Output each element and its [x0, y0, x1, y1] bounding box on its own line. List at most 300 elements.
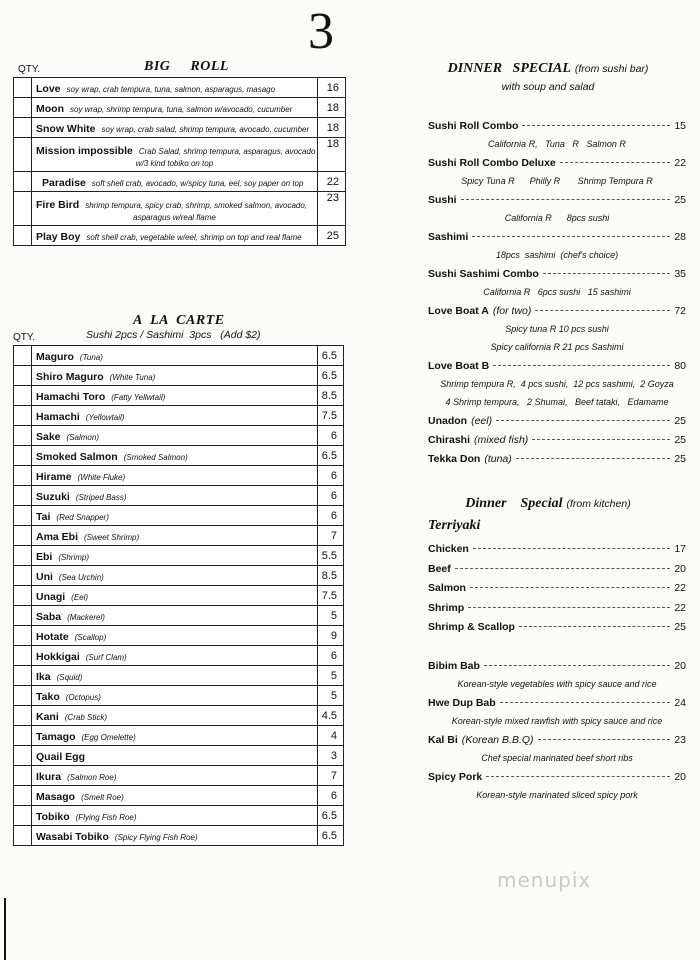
- table-row: [14, 226, 346, 246]
- page-edge-line: [4, 898, 6, 960]
- item-price: 9: [317, 626, 343, 646]
- table-row: [14, 686, 344, 706]
- item-price: 6.5: [317, 806, 343, 826]
- item-desc: soft shell crab, vegetable w/eel, shrimp on top and real flame: [86, 232, 302, 242]
- item-price: 25: [674, 434, 686, 446]
- qty-cell[interactable]: [14, 726, 32, 746]
- dinner-special-title: DINNER SPECIAL: [447, 61, 571, 76]
- item-name: Beef: [428, 562, 451, 575]
- item-cell: [32, 366, 318, 386]
- item-price: 6: [317, 786, 343, 806]
- item-cell: [32, 386, 318, 406]
- qty-cell[interactable]: [14, 686, 32, 706]
- item-price: 16: [318, 78, 346, 98]
- item-name: Tobiko: [36, 810, 70, 823]
- dotted-leader: [461, 199, 671, 200]
- item-price: 7: [317, 526, 343, 546]
- qty-cell[interactable]: [14, 626, 32, 646]
- item-desc: (Mackerel): [67, 612, 105, 622]
- item-price: 6: [317, 426, 343, 446]
- item-desc: (Crab Stick): [64, 712, 107, 722]
- item-name: Shrimp: [428, 601, 465, 614]
- item-name: Tamago: [36, 730, 76, 743]
- item-name: Hamachi: [36, 410, 80, 423]
- item-desc: soy wrap, shrimp tempura, tuna, salmon w/avocado, cucumber: [70, 104, 293, 114]
- item-cell: [32, 406, 318, 426]
- item-name: Tekka Don (tuna): [428, 453, 512, 465]
- menu-line: [428, 543, 686, 555]
- qty-cell[interactable]: [14, 566, 32, 586]
- item-desc: (Surf Clam): [85, 652, 127, 662]
- item-desc: soy wrap, crab salad, shrimp tempura, avocado, cucumber: [101, 124, 310, 134]
- dinner-kitchen-note: (from kitchen): [566, 498, 631, 510]
- item-name: Sake: [36, 430, 61, 443]
- item-name: Ikura: [36, 770, 62, 783]
- item-desc-2: asparagus w/real flame: [133, 213, 216, 222]
- item-name: Paradise: [42, 176, 86, 189]
- qty-cell[interactable]: [14, 446, 32, 466]
- item-price: 25: [674, 621, 686, 634]
- item-name: Ebi: [36, 550, 53, 563]
- dinner-kitchen-title: Dinner Special: [465, 496, 563, 511]
- item-cell: [32, 586, 318, 606]
- qty-cell[interactable]: [14, 746, 32, 766]
- item-name: Ama Ebi: [36, 530, 79, 543]
- table-row: [14, 366, 344, 386]
- item-cell: [32, 706, 318, 726]
- item-desc: (Red Snapper): [56, 512, 109, 522]
- table-row: [14, 526, 344, 546]
- big-roll-qty-label: QTY.: [18, 64, 41, 75]
- menu-line: [428, 621, 686, 633]
- item-price: 7.5: [317, 406, 343, 426]
- qty-cell[interactable]: [14, 406, 32, 426]
- menu-line: [428, 771, 686, 783]
- qty-cell[interactable]: [14, 766, 32, 786]
- item-sub-desc: California R 6pcs sushi 15 sashimi: [483, 287, 631, 297]
- qty-cell[interactable]: [14, 346, 32, 366]
- item-name: Uni: [36, 570, 53, 583]
- menu-line: [428, 157, 686, 169]
- table-row: [14, 666, 344, 686]
- item-price: 5.5: [317, 546, 343, 566]
- item-price: 22: [674, 601, 686, 614]
- menu-line: [428, 231, 686, 243]
- item-name: Kal Bi (Korean B.B.Q): [428, 734, 534, 746]
- item-price: 17: [674, 543, 686, 555]
- qty-cell[interactable]: [14, 466, 32, 486]
- page-number: 3: [308, 3, 334, 60]
- item-price: 6.5: [317, 826, 343, 846]
- item-price: 18: [318, 138, 346, 172]
- item-name: Sushi Roll Combo: [428, 120, 519, 132]
- item-cell: [32, 626, 318, 646]
- qty-cell[interactable]: [14, 138, 32, 172]
- table-row: [14, 746, 344, 766]
- item-sub-desc: Spicy Tuna R Philly R Shrimp Tempura R: [461, 176, 653, 186]
- dotted-leader: [472, 236, 670, 237]
- menu-line: [428, 194, 686, 206]
- table-row: [14, 586, 344, 606]
- item-price: 7.5: [317, 586, 343, 606]
- item-cell: [32, 506, 318, 526]
- item-price: 6.5: [317, 346, 343, 366]
- menu-line: [428, 563, 686, 575]
- item-name: Hokkigai: [36, 650, 80, 663]
- table-row: [14, 466, 344, 486]
- item-price: 24: [674, 697, 686, 709]
- item-desc: shrimp tempura, spicy crab, shrimp, smoked salmon, avocado,: [85, 201, 308, 210]
- table-row: [14, 118, 346, 138]
- qty-cell[interactable]: [14, 386, 32, 406]
- item-price: 8.5: [317, 386, 343, 406]
- table-row: [14, 172, 346, 192]
- qty-cell[interactable]: [14, 192, 32, 226]
- dotted-leader: [532, 439, 670, 440]
- item-name: Smoked Salmon: [36, 450, 118, 463]
- item-name: Sashimi: [428, 231, 469, 243]
- item-name: Hwe Dup Bab: [428, 697, 496, 709]
- item-desc-2: w/3 kind tobiko on top: [135, 159, 214, 168]
- item-desc: (Scallop): [74, 632, 107, 642]
- item-name: Wasabi Tobiko: [36, 830, 109, 843]
- menu-line: [428, 415, 686, 427]
- qty-cell[interactable]: [14, 806, 32, 826]
- item-desc: (Egg Omelette): [81, 732, 136, 742]
- big-roll-table: [13, 77, 346, 246]
- table-row: [14, 566, 344, 586]
- item-desc: (White Tuna): [109, 372, 156, 382]
- dotted-leader: [455, 568, 671, 569]
- item-cell: [32, 826, 318, 846]
- item-name: Hotate: [36, 630, 69, 643]
- item-cell: [32, 606, 318, 626]
- item-price: 18: [318, 98, 346, 118]
- item-name: Unadon (eel): [428, 415, 493, 427]
- table-row: [14, 806, 344, 826]
- qty-cell[interactable]: [14, 706, 32, 726]
- item-price: 22: [674, 582, 686, 595]
- dotted-leader: [484, 665, 670, 666]
- menu-line: [428, 660, 686, 672]
- item-name: Ika: [36, 670, 51, 683]
- item-desc: (Striped Bass): [75, 492, 127, 502]
- table-row: [14, 446, 344, 466]
- qty-cell[interactable]: [14, 366, 32, 386]
- table-row: [14, 346, 344, 366]
- table-row: [14, 426, 344, 446]
- item-name: Hirame: [36, 470, 72, 483]
- item-price: 6: [317, 486, 343, 506]
- item-cell: [32, 726, 318, 746]
- item-cell: [32, 466, 318, 486]
- table-row: [14, 626, 344, 646]
- item-price: 4.5: [317, 706, 343, 726]
- item-cell: [32, 546, 318, 566]
- item-cell: [32, 766, 318, 786]
- item-name: Mission impossible: [36, 145, 133, 157]
- table-row: [14, 406, 344, 426]
- qty-cell[interactable]: [14, 786, 32, 806]
- item-name: Moon: [36, 102, 64, 115]
- qty-cell[interactable]: [14, 118, 32, 138]
- item-name: Shiro Maguro: [36, 370, 104, 383]
- item-price: 20: [674, 660, 686, 672]
- watermark-logo: menupix: [497, 868, 592, 892]
- dotted-leader: [543, 273, 670, 274]
- item-desc: (Smelt Roe): [81, 792, 124, 802]
- menu-line: [428, 305, 686, 317]
- table-row: [14, 726, 344, 746]
- item-sub-desc: Korean-style mixed rawfish with spicy sauce and rice: [451, 716, 663, 726]
- dotted-leader: [538, 739, 671, 740]
- item-desc: (Tuna): [79, 352, 103, 362]
- item-desc: (Eel): [71, 592, 89, 602]
- item-price: 8.5: [317, 566, 343, 586]
- item-name: Love Boat B: [428, 360, 490, 372]
- item-price: 25: [674, 194, 686, 206]
- table-row: [14, 98, 346, 118]
- menu-line: [428, 268, 686, 280]
- item-note: (Korean B.B.Q): [461, 734, 534, 746]
- item-price: 25: [674, 453, 686, 465]
- item-name: Hamachi Toro: [36, 390, 106, 403]
- qty-cell[interactable]: [14, 546, 32, 566]
- item-price: 72: [674, 305, 686, 317]
- item-name: Bibim Bab: [428, 660, 480, 672]
- item-note: (mixed fish): [474, 434, 529, 446]
- item-desc: (Salmon Roe): [67, 772, 117, 782]
- item-sub-desc: California R 8pcs sushi: [504, 213, 610, 223]
- dotted-leader: [516, 458, 671, 459]
- item-price: 6.5: [317, 366, 343, 386]
- qty-cell[interactable]: [14, 526, 32, 546]
- dotted-leader: [522, 125, 670, 126]
- a-la-carte-subtitle: Sushi 2pcs / Sashimi 3pcs (Add $2): [86, 329, 261, 341]
- item-price: 28: [674, 231, 686, 243]
- dinner-special-kitchen-header: [400, 494, 696, 512]
- a-la-carte-table: [13, 345, 344, 846]
- menu-line: [428, 582, 686, 594]
- item-cell: [32, 486, 318, 506]
- qty-cell[interactable]: [14, 646, 32, 666]
- item-sub-desc: Spicy california R 21 pcs Sashimi: [490, 342, 624, 352]
- qty-cell[interactable]: [14, 426, 32, 446]
- item-desc: (Yellowtail): [85, 412, 125, 422]
- item-note: (tuna): [484, 453, 512, 465]
- terriyaki-title: Terriyaki: [428, 518, 481, 533]
- item-price: 15: [674, 120, 686, 132]
- qty-cell[interactable]: [14, 586, 32, 606]
- item-sub-desc: 4 Shrimp tempura, 2 Shumai, Beef tataki, Edamame: [445, 397, 669, 407]
- item-price: 5: [317, 686, 343, 706]
- item-sub-desc: Korean-style vegetables with spicy sauce and rice: [457, 679, 657, 689]
- dinner-special-sushi-header: [400, 59, 696, 77]
- item-name: Chicken: [428, 543, 469, 555]
- item-desc: (White Fluke): [77, 472, 126, 482]
- item-name: Sushi Sashimi Combo: [428, 268, 539, 280]
- dinner-special-subtitle: with soup and salad: [501, 81, 595, 93]
- qty-cell[interactable]: [14, 606, 32, 626]
- item-desc: (Spicy Flying Fish Roe): [114, 832, 198, 842]
- item-name: Tai: [36, 510, 51, 523]
- item-name: Kani: [36, 710, 59, 723]
- qty-cell[interactable]: [14, 172, 32, 192]
- item-desc: (Flying Fish Roe): [75, 812, 137, 822]
- qty-cell[interactable]: [14, 506, 32, 526]
- a-la-carte-qty-label: QTY.: [13, 332, 36, 343]
- big-roll-rows: [14, 78, 346, 246]
- qty-cell[interactable]: [14, 78, 32, 98]
- item-desc: soft shell crab, avocado, w/spicy tuna, eel, soy paper on top: [91, 178, 304, 188]
- item-cell: [32, 666, 318, 686]
- item-cell: [32, 346, 318, 366]
- item-sub-desc: Korean-style marinated sliced spicy pork: [476, 790, 638, 800]
- qty-cell[interactable]: [14, 666, 32, 686]
- item-desc: Crab Salad, shrimp tempura, asparagus, avocado: [138, 147, 316, 156]
- dinner-special-note: (from sushi bar): [574, 63, 649, 75]
- dotted-leader: [500, 702, 671, 703]
- qty-cell[interactable]: [14, 486, 32, 506]
- menu-line: [428, 120, 686, 132]
- item-cell: [32, 786, 318, 806]
- table-row: [14, 546, 344, 566]
- item-sub-desc: Shrimp tempura R, 4 pcs sushi, 12 pcs sashimi, 2 Goyza: [440, 379, 674, 389]
- item-price: 18: [318, 118, 346, 138]
- item-name: Masago: [36, 790, 76, 803]
- table-row: [14, 192, 346, 226]
- table-row: [14, 606, 344, 626]
- item-price: 25: [674, 415, 686, 427]
- item-price: 20: [674, 771, 686, 783]
- item-cell: [32, 426, 318, 446]
- item-price: 23: [318, 192, 346, 226]
- item-cell: [32, 646, 318, 666]
- item-name: Saba: [36, 610, 62, 623]
- item-name: Fire Bird: [36, 199, 80, 211]
- table-row: [14, 386, 344, 406]
- item-name: Tako: [36, 690, 60, 703]
- table-row: [14, 78, 346, 98]
- menu-line: [428, 453, 686, 465]
- table-row: [14, 486, 344, 506]
- item-price: 35: [674, 268, 686, 280]
- item-price: 3: [317, 746, 343, 766]
- item-desc: (Sea Urchin): [58, 572, 104, 582]
- menu-line: [428, 602, 686, 614]
- item-name: Love: [36, 82, 61, 95]
- item-sub-desc: Spicy tuna R 10 pcs sushi: [505, 324, 609, 334]
- table-row: [14, 138, 346, 172]
- item-price: 7: [317, 766, 343, 786]
- item-price: 4: [317, 726, 343, 746]
- item-name: Play Boy: [36, 230, 81, 243]
- item-cell: [32, 526, 318, 546]
- item-price: 6.5: [317, 446, 343, 466]
- table-row: [14, 826, 344, 846]
- item-desc: soy wrap, crab tempura, tuna, salmon, asparagus, masago: [66, 84, 276, 94]
- item-name: Maguro: [36, 350, 74, 363]
- table-row: [14, 646, 344, 666]
- item-desc: (Salmon): [66, 432, 99, 442]
- item-note: (for two): [492, 305, 532, 317]
- dotted-leader: [468, 607, 670, 608]
- dotted-leader: [473, 548, 670, 549]
- menu-line: [428, 360, 686, 372]
- item-cell: [32, 746, 318, 766]
- table-row: [14, 766, 344, 786]
- table-row: [14, 706, 344, 726]
- item-sub-desc: California R, Tuna R Salmon R: [488, 139, 626, 149]
- item-desc: (Smoked Salmon): [123, 452, 188, 462]
- big-roll-title: BIG ROLL: [144, 59, 229, 74]
- table-row: [14, 506, 344, 526]
- item-cell: [32, 806, 318, 826]
- item-price: 80: [674, 360, 686, 372]
- item-price: 25: [318, 226, 346, 246]
- item-name: Chirashi (mixed fish): [428, 434, 529, 446]
- item-name: Unagi: [36, 590, 66, 603]
- menu-line: [428, 434, 686, 446]
- item-name: Shrimp & Scallop: [428, 621, 515, 634]
- item-cell: [32, 446, 318, 466]
- a-la-carte-title: A LA CARTE: [133, 313, 225, 328]
- dotted-leader: [519, 626, 670, 627]
- item-price: 6: [317, 506, 343, 526]
- item-price: 6: [317, 646, 343, 666]
- dotted-leader: [560, 162, 671, 163]
- item-note: (eel): [471, 415, 493, 427]
- item-sub-desc: 18pcs sashimi (chef's choice): [495, 250, 619, 260]
- item-name: Salmon: [428, 582, 466, 595]
- item-sub-desc: Chef special marinated beef short ribs: [481, 753, 633, 763]
- item-price: 23: [674, 734, 686, 746]
- item-name: Quail Egg: [36, 750, 86, 763]
- item-desc: (Fatty Yellwtail): [111, 392, 166, 402]
- item-price: 22: [674, 157, 686, 169]
- dotted-leader: [535, 310, 670, 311]
- menu-line: [428, 734, 686, 746]
- dotted-leader: [470, 587, 670, 588]
- dotted-leader: [493, 365, 670, 366]
- item-price: 20: [674, 562, 686, 575]
- item-desc: (Shrimp): [58, 552, 90, 562]
- item-name: Love Boat A (for two): [428, 305, 532, 317]
- item-desc: (Squid): [56, 672, 83, 682]
- item-desc: (Octopus): [65, 692, 101, 702]
- item-price: 5: [317, 666, 343, 686]
- dotted-leader: [486, 776, 670, 777]
- item-name: Snow White: [36, 122, 96, 135]
- item-cell: [32, 566, 318, 586]
- item-name: Suzuki: [36, 490, 70, 503]
- qty-cell[interactable]: [14, 226, 32, 246]
- a-la-carte-rows: [14, 346, 344, 846]
- qty-cell[interactable]: [14, 98, 32, 118]
- item-desc: (Sweet Shrimp): [84, 532, 140, 542]
- item-price: 5: [317, 606, 343, 626]
- item-name: Spicy Pork: [428, 771, 483, 783]
- table-row: [14, 786, 344, 806]
- dotted-leader: [496, 420, 670, 421]
- item-name: Sushi Roll Combo Deluxe: [428, 157, 556, 169]
- item-name: Sushi: [428, 194, 457, 206]
- item-price: 22: [318, 172, 346, 192]
- item-cell: [32, 686, 318, 706]
- qty-cell[interactable]: [14, 826, 32, 846]
- menu-line: [428, 697, 686, 709]
- item-price: 6: [317, 466, 343, 486]
